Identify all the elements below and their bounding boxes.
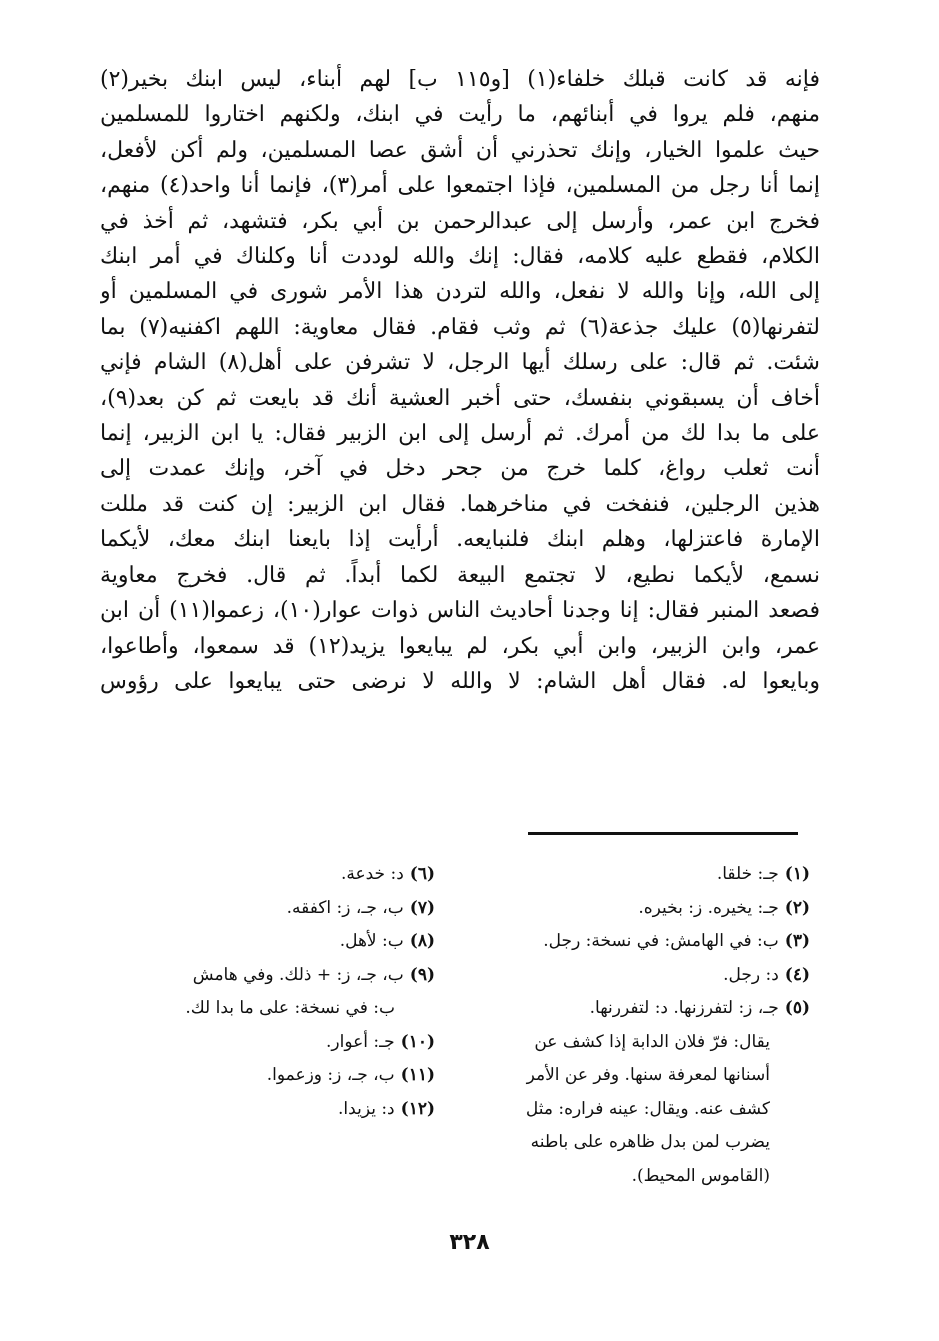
footnote-number: (٩): [409, 964, 435, 985]
body-line: فصعد المنبر فقال: إنا وجدنا أحاديث الناس ذوات عوار(١٠)، زعموا(١١) أن ابن: [100, 598, 820, 624]
body-line: الكلام، فقطع عليه كلامه، فقال: إنك والله لوددت أنا وكلناك في أمر ابنك: [100, 244, 820, 270]
footnote: [100, 1026, 435, 1060]
page-number: ٣٢٨: [449, 1230, 490, 1255]
footnote-continuation-line: يقال: فرّ فلان الدابة إذا كشف عن: [534, 1031, 770, 1052]
footnote: [100, 858, 435, 892]
body-line: لتفرنها(٥) عليك جذعة(٦) ثم وثب فقام. فقال معاوية: اللهم اكفنيه(٧) بما: [100, 314, 820, 340]
footnote: [470, 858, 810, 892]
footnote: [100, 992, 435, 1026]
footnote-number: (٣): [784, 931, 810, 951]
body-line: هذين الرجلين، فنفخت في مناخرهما. فقال ابن الزبير: إن كنت قد مللت: [100, 491, 820, 517]
footnote: [100, 925, 435, 959]
footnote-number: (٢): [784, 897, 810, 918]
footnote-number: (٦): [409, 864, 435, 884]
footnote: [470, 892, 810, 926]
body-line: فإنه قد كانت قبلك خلفاء(١) [و١١٥ ب] لهم أبناء، ليس ابنك بخير(٢): [100, 67, 820, 92]
body-line: حيث علموا الخيار، وإنك تحذرني أن أشق عصا المسلمين، ولم أكن لأفعل،: [100, 137, 820, 163]
footnote: [470, 992, 810, 1026]
footnote-number: (١١): [400, 1065, 435, 1085]
footnote-continuation-line: يضرب لمن بدل ظاهره على باطنه: [530, 1132, 770, 1152]
footnote-text: ب: لأهل.: [339, 931, 404, 951]
body-line: نسمع، لأيكما نطيع، لا تجتمع البيعة لكما أبداً. ثم قال. فخرج معاوية: [100, 562, 820, 588]
body-line: إلى الله، وإنا والله لا نفعل، والله لتردن هذا الأمر شورى في المسلمين أو: [100, 279, 820, 305]
footnote-number: (٨): [409, 931, 435, 951]
footnote-text: ب: في نسخة: على ما بدا لك.: [185, 998, 395, 1018]
main-body-text: [100, 62, 820, 699]
footnote: [100, 1059, 435, 1093]
body-line: عمر، وابن الزبير، وابن أبي بكر، لم يبايعوا يزيد(١٢) قد سمعوا، وأطاعوا،: [100, 633, 820, 659]
body-line: وبايعوا له. فقال أهل الشام: لا والله لا نرضى حتى يبايعوا على رؤوس: [100, 668, 820, 694]
footnote-text: جـ: يخيره. ز: بخيره.: [638, 897, 779, 918]
body-line: فخرج ابن عمر، وأرسل إلى عبدالرحمن بن أبي بكر، فتشهد، ثم أخذ في: [100, 208, 820, 234]
body-line: شئت. ثم قال: على رسلك أيها الرجل، لا تشرفن على أهل(٨) الشام فإني: [100, 350, 820, 376]
footnote-text: جـ: خلقا.: [716, 864, 779, 884]
body-line: أنت ثعلب رواغ، كلما خرج من جحر دخل في آخر، وإنك عمدت إلى: [100, 456, 820, 482]
footnote-text: جـ، ز: لتفرزنها. د: لتفررنها.: [589, 998, 779, 1018]
body-line: الإمارة فاعتزلها، وهلم ابنك فلنبايعه. أرأيت إذا بايعنا ابنك معك، لأيكما: [100, 527, 820, 553]
body-line: على ما بدا لك من أمرك. ثم أرسل إلى ابن الزبير فقال: يا ابن الزبير، إنما: [100, 421, 820, 447]
footnote-number: (١٠): [400, 1031, 435, 1052]
footnote-text: د: رجل.: [723, 964, 779, 985]
footnotes-left-column: [100, 858, 435, 1126]
footnote-number: (٤): [784, 964, 810, 985]
body-line: إنما أنا رجل من المسلمين، فإذا اجتمعوا على أمر(٣)، فإنما أنا واحد(٤) منهم،: [100, 173, 820, 199]
footnote-text: ب: في الهامش: في نسخة: رجل.: [543, 931, 779, 951]
footnote: [470, 925, 810, 959]
footnote-text: ب، جـ، ز: وزعموا.: [266, 1065, 395, 1085]
footnote: [100, 892, 435, 926]
footnote-number: (٥): [784, 998, 810, 1018]
footnote-continuation-line: (القاموس المحيط).: [631, 1165, 770, 1186]
footnote-text: جـ: أعوار.: [326, 1031, 395, 1052]
body-line: منهم، فلم يروا في أبنائهم، ما رأيت في ابنك، ولكنهم اختاروا للمسلمين: [100, 102, 820, 128]
footnote-text: د: خدعة.: [340, 864, 404, 884]
footnote: [470, 959, 810, 993]
footnote-text: ب، جـ، ز: + ذلك. وفي هامش: [192, 964, 404, 985]
footnote-text: ب، جـ، ز: اكفقه.: [286, 897, 404, 918]
footnote-divider: [528, 832, 798, 835]
footnote: [100, 1093, 435, 1127]
footnote-text: د: يزيدا.: [338, 1098, 395, 1119]
footnote-number: (١٢): [400, 1098, 435, 1119]
footnote-continuation-line: أسنانها لمعرفة سنها. وفر عن الأمر: [526, 1065, 770, 1085]
footnote-continuation-line: كشف عنه. ويقال: عينه فراره: مثل: [525, 1098, 770, 1119]
footnote: [100, 959, 435, 993]
body-line: أخاف أن يسبقوني بنفسك، حتى أخبر العشية أنك قد بايعت ثم كن بعد(٩)،: [100, 385, 820, 411]
footnotes-right-column: [470, 858, 810, 1193]
footnote-number: (١): [784, 864, 810, 884]
footnote-number: (٧): [409, 897, 435, 918]
